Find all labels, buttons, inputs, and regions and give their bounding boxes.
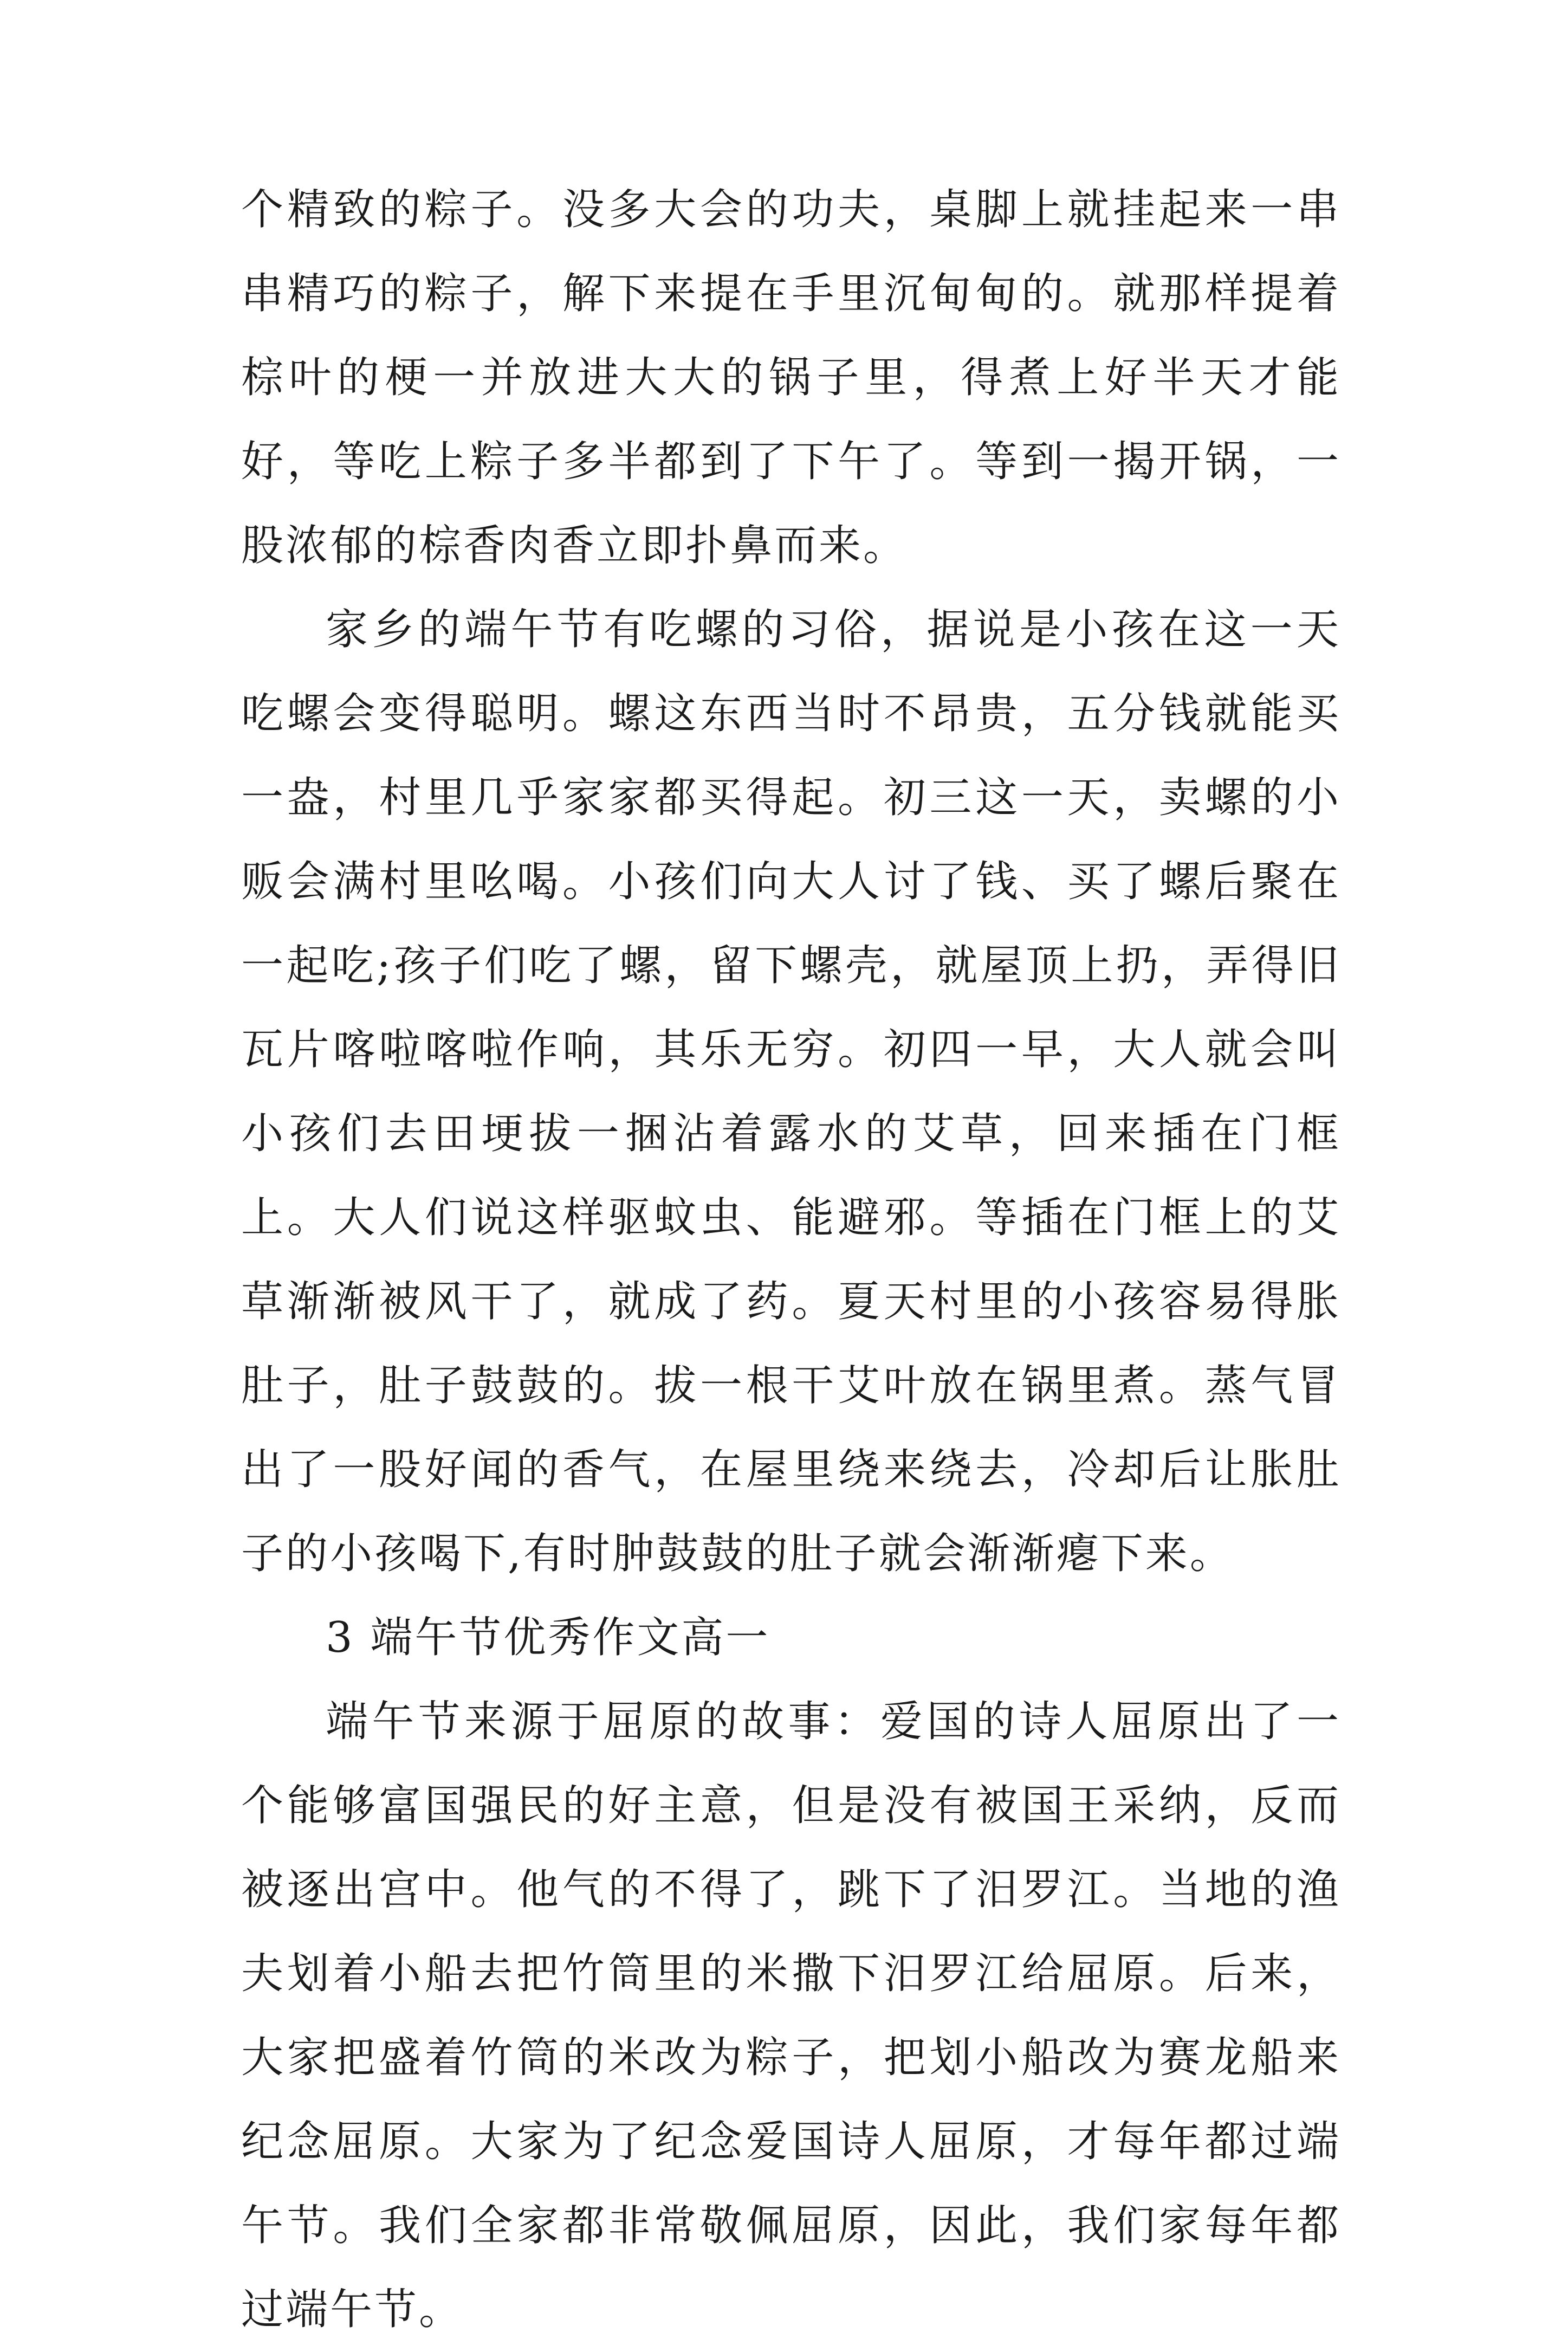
- body-text: [241, 168, 1341, 2352]
- paragraph-zongzi: 个精致的粽子。没多大会的功夫，桌脚上就挂起来一串串精巧的粽子，解下来提在手里沉甸甸的。就那样提着棕叶的梗一并放进大大的锅子里，得煮上好半天才能好，等吃上粽子多半都到了下午了。等到一揭开锅，一股浓郁的棕香肉香立即扑鼻而来。: [241, 185, 1341, 570]
- paragraph-custom: 家乡的端午节有吃螺的习俗，据说是小孩在这一天吃螺会变得聪明。螺这东西当时不昂贵，五分钱就能买一盎，村里几乎家家都买得起。初三这一天，卖螺的小贩会满村里吆喝。小孩们向大人讨了钱、买了螺后聚在一起吃;孩子们吃了螺，留下螺壳，就屋顶上扔，弄得旧瓦片喀啦喀啦作响，其乐无穷。初四一早，大人就会叫小孩们去田埂拔一捆沾着露水的艾草，回来插在门框上。大人们说这样驱蚊虫、能避邪。等插在门框上的艾草渐渐被风干了，就成了药。夏天村里的小孩容易得胀肚子，肚子鼓鼓的。拔一根干艾叶放在锅里煮。蒸气冒出了一股好闻的香气，在屋里绕来绕去，冷却后让胀肚子的小孩喝下,有时肿鼓鼓的肚子就会渐渐瘪下来。: [241, 605, 1341, 1578]
- paragraph-origin: 端午节来源于屈原的故事：爱国的诗人屈原出了一个能够富国强民的好主意，但是没有被国王采纳，反而被逐出宫中。他气的不得了，跳下了汨罗江。当地的渔夫划着小船去把竹筒里的米撒下汨罗江给屈原。后来，大家把盛着竹筒的米改为粽子，把划小船改为赛龙船来纪念屈原。大家为了纪念爱国诗人屈原，才每年都过端午节。我们全家都非常敬佩屈原，因此，我们家每年都过端午节。: [241, 1697, 1341, 2334]
- section-heading: 3 端午节优秀作文高一: [326, 1613, 770, 1662]
